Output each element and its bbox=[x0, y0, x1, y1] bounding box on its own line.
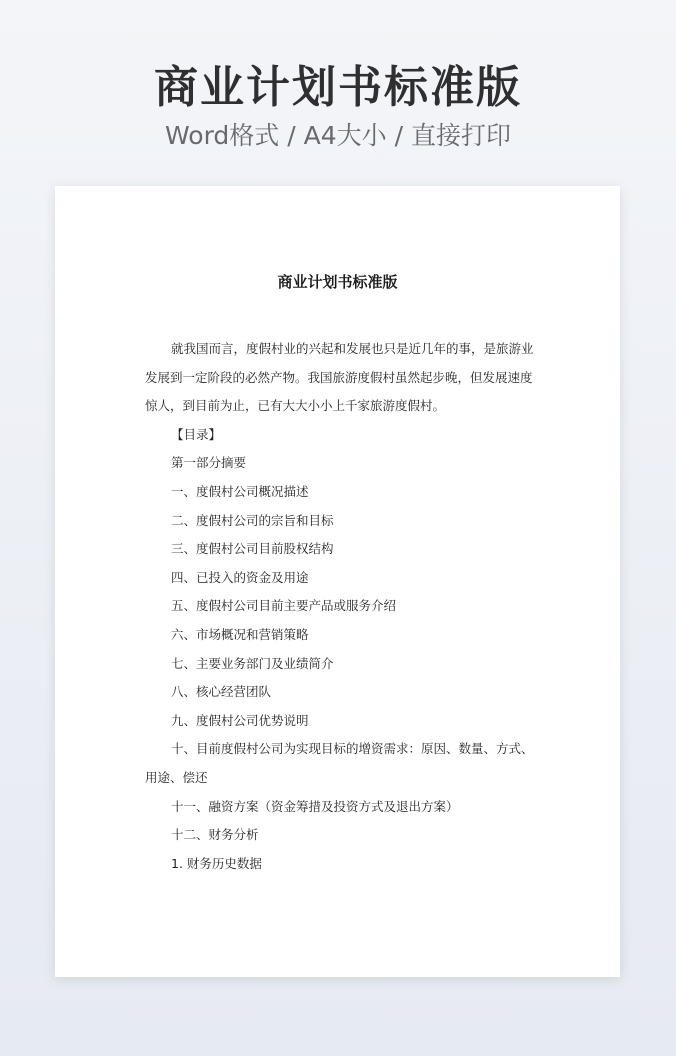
toc-item: 二、度假村公司的宗旨和目标 bbox=[171, 512, 334, 528]
toc-heading: 【目录】 bbox=[171, 426, 222, 442]
toc-item: 四、已投入的资金及用途 bbox=[171, 569, 309, 585]
toc-item: 六、市场概况和营销策略 bbox=[171, 626, 309, 642]
banner-subtitle: Word格式 / A4大小 / 直接打印 bbox=[165, 121, 511, 150]
toc-item: 第一部分摘要 bbox=[171, 455, 247, 471]
toc-item: 七、主要业务部门及业绩简介 bbox=[171, 655, 334, 671]
intro-paragraph: 就我国而言，度假村业的兴起和发展也只是近几年的事，是旅游业发展到一定阶段的必然产物。我国旅游度假村虽然起步晚，但发展速度惊人，到目前为止，已有大大小小上千家旅游度假村。 bbox=[145, 341, 534, 414]
banner-title: 商业计划书标准版 bbox=[154, 62, 522, 113]
toc-item: 十、目前度假村公司为实现目标的增资需求：原因、数量、方式、用途、偿还 bbox=[145, 741, 534, 785]
toc-item: 1. 财务历史数据 bbox=[171, 855, 262, 871]
document-title: 商业计划书标准版 bbox=[277, 273, 398, 291]
toc-item: 十二、财务分析 bbox=[171, 827, 259, 843]
toc-item: 八、核心经营团队 bbox=[171, 684, 272, 700]
table-of-contents bbox=[145, 449, 535, 878]
toc-item: 一、度假村公司概况描述 bbox=[171, 483, 309, 499]
toc-item: 十一、融资方案（资金筹措及投资方式及退出方案） bbox=[171, 798, 459, 814]
toc-item: 五、度假村公司目前主要产品或服务介绍 bbox=[171, 598, 397, 614]
document-body bbox=[145, 335, 535, 878]
toc-item: 九、度假村公司优势说明 bbox=[171, 712, 309, 728]
toc-item: 三、度假村公司目前股权结构 bbox=[171, 541, 334, 557]
